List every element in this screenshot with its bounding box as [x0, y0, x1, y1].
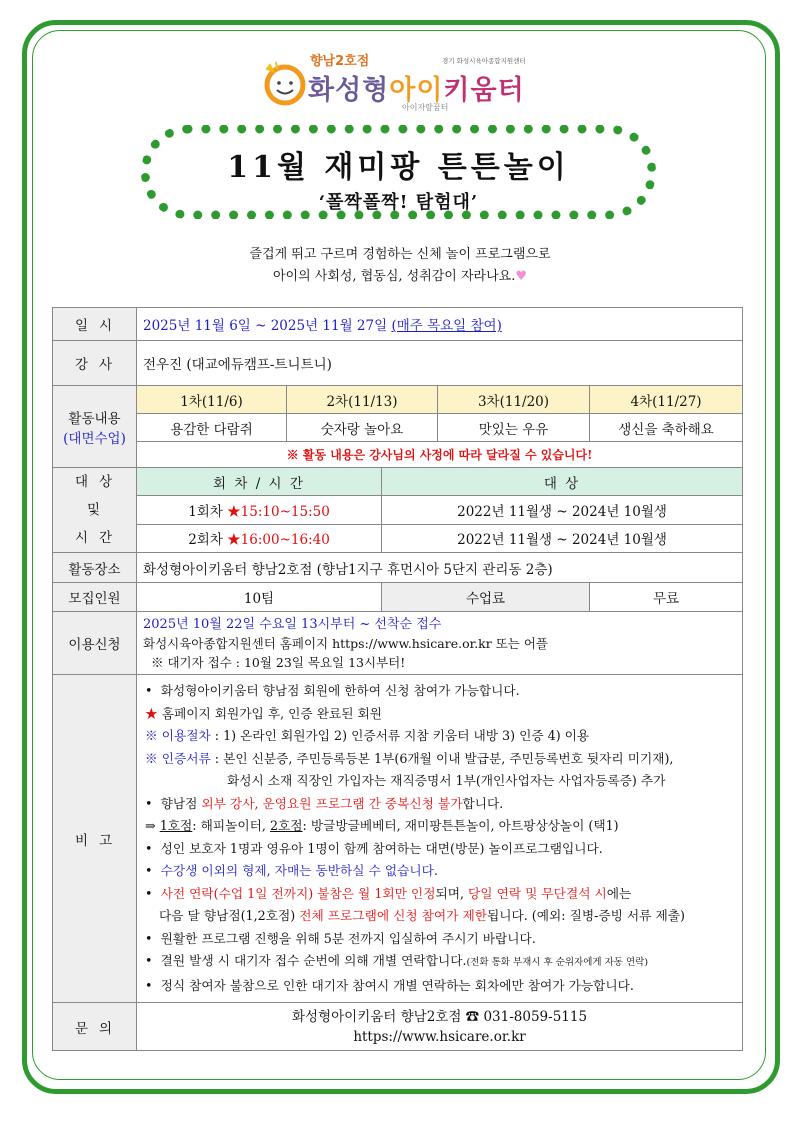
remark-item: • 향남점 외부 강사, 운영요원 프로그램 간 중복신청 불가합니다. [145, 795, 504, 811]
remarks-label: 비 고 [53, 675, 137, 1003]
instructor-value: 전우진 (대교에듀캠프-트니트니) [137, 341, 743, 386]
target-header-row [53, 468, 743, 496]
target-col-target: 대 상 [382, 468, 743, 496]
fee-label: 수업료 [382, 583, 590, 612]
remark-item: • 사전 연락(수업 1일 전까지) 불참은 월 1회만 인정되며, 당일 연락 및 무단결석 시에는 [145, 885, 632, 901]
session-round-2: 2차(11/13) [287, 386, 438, 414]
remark-item: 다음 달 향남점(1,2호점) 전체 프로그램에 신청 참여가 제한됩니다. (예외: 질병-증빙 서류 제출) [159, 908, 685, 923]
remark-item: ※ 인증서류 : 본인 신분증, 주민등록등본 1부(6개월 이내 발급분, 주민등록번호 뒷자리 미기재), [145, 750, 674, 766]
schedule-label: 일 시 [53, 308, 137, 341]
instructor-label: 강 사 [53, 341, 137, 386]
page-title: 11월 재미팡 튼튼놀이 [227, 150, 570, 185]
contact-label: 문 의 [53, 1003, 137, 1051]
logo-center-name: 경기 화성시육아종합지원센터 [442, 57, 526, 65]
logo-tagline: 아이자람꿈터 [402, 103, 449, 112]
logo-branch: 향남2호점 [310, 54, 370, 69]
target-row-2 [53, 524, 743, 552]
intro-text: 즐겁게 뛰고 구르며 경험하는 신체 놀이 프로그램으로 아이의 사회성, 협동심, 성취감이 자라나요.♥ [249, 247, 551, 284]
schedule-row [53, 308, 743, 341]
star-icon: ★ [227, 532, 241, 549]
remark-item: • 성인 보호자 1명과 영유아 1명이 함께 참여하는 대면(방문) 놀이프로그램입니다. [145, 840, 603, 856]
remark-item: • 결원 발생 시 대기자 접수 순번에 의해 개별 연락합니다.(전화 통화 부재시 후 순위자에게 자동 연락) [145, 953, 649, 968]
activity-note-row [53, 442, 743, 468]
session-title-2: 숫자랑 놀아요 [287, 414, 438, 442]
remark-item: ※ 이용절차 : 1) 온라인 회원가입 2) 인증서류 지참 키움터 내방 3) 인증 4) 이용 [145, 728, 590, 743]
remark-item: ★ 홈페이지 회원가입 후, 인증 완료된 회원 [145, 705, 383, 721]
remark-item: • 원활한 프로그램 진행을 위해 5분 전까지 입실하여 주시기 바랍니다. [145, 930, 536, 946]
apply-value: 2025년 10월 22일 수요일 13시부터 ~ 선착순 접수 화성시육아종합지원센터 홈페이지 https://www.hsicare.or.kr 또는 어플 ※ 대기자 접수 : 10월 23일 목요일 13시부터! [137, 612, 743, 675]
recruit-row [53, 583, 743, 612]
remark-item: • 수강생 이외의 형제, 자매는 동반하실 수 없습니다. [145, 863, 438, 878]
place-row [53, 553, 743, 583]
place-value: 화성형아이키움터 향남2호점 (향남1지구 휴먼시아 5단지 관리동 2층) [137, 553, 743, 583]
session-title-3: 맛있는 우유 [438, 414, 590, 442]
remark-item: 화성시 소재 직장인 가입자는 재직증명서 1부(개인사업자는 사업자등록증) 추가 [227, 773, 666, 788]
instructor-row [53, 341, 743, 386]
fee-value: 무료 [590, 583, 743, 612]
contact-value: 화성형아이키움터 향남2호점 ☎ 031-8059-5115 https://www.hsicare.or.kr [137, 1003, 743, 1051]
recruit-label: 모집인원 [53, 583, 137, 612]
title-box [141, 125, 656, 219]
contact-row [53, 1003, 743, 1051]
smiley-face-icon [262, 60, 308, 106]
session-title-4: 생신을 축하해요 [590, 414, 743, 442]
target-time-1: 1회차 ★15:10~15:50 [137, 496, 382, 524]
remarks-row [53, 675, 743, 1003]
recruit-value: 10팀 [137, 583, 382, 612]
target-age-1: 2022년 11월생 ~ 2024년 10월생 [382, 496, 743, 524]
remarks-list [137, 675, 743, 1003]
target-label: 대 상 및 시 간 [53, 468, 137, 553]
session-round-4: 4차(11/27) [590, 386, 743, 414]
session-title-1: 용감한 다람쥐 [137, 414, 287, 442]
apply-row [53, 612, 743, 675]
activity-label: 활동내용 (대면수업) [53, 386, 137, 468]
activity-header-row [53, 386, 743, 414]
target-time-2: 2회차 ★16:00~16:40 [137, 524, 382, 552]
remark-item: • 화성형아이키움터 향남점 회원에 한하여 신청 참여가 가능합니다. [145, 683, 520, 698]
activity-note: ※ 활동 내용은 강사님의 사정에 따라 달라질 수 있습니다! [137, 442, 743, 468]
target-row-1 [53, 496, 743, 524]
activity-title-row [53, 414, 743, 442]
session-round-3: 3차(11/20) [438, 386, 590, 414]
remark-item: ⇒ 1호점: 해피놀이터, 2호점: 방글방글베베터, 재미팡튼튼놀이, 아트팡상상놀이 (택1) [145, 818, 619, 833]
target-age-2: 2022년 11월생 ~ 2024년 10월생 [382, 524, 743, 552]
target-col-time: 회 차 / 시 간 [137, 468, 382, 496]
heart-icon: ♥ [515, 269, 528, 284]
apply-label: 이용신청 [53, 612, 137, 675]
star-icon: ★ [145, 705, 158, 721]
remark-item: • 정식 참여자 불참으로 인한 대기자 참여시 개별 연락하는 회차에만 참여가 가능합니다. [145, 977, 634, 993]
info-table [52, 307, 743, 1051]
logo-name: 화성형아이키움터 [308, 75, 525, 106]
schedule-value: 2025년 11월 6일 ~ 2025년 11월 27일 (매주 목요일 참여) [137, 308, 743, 341]
logo [262, 48, 552, 114]
page-subtitle: ‘폴짝폴짝! 탐험대’ [318, 192, 479, 213]
session-round-1: 1차(11/6) [137, 386, 287, 414]
place-label: 활동장소 [53, 553, 137, 583]
star-icon: ★ [227, 503, 241, 520]
